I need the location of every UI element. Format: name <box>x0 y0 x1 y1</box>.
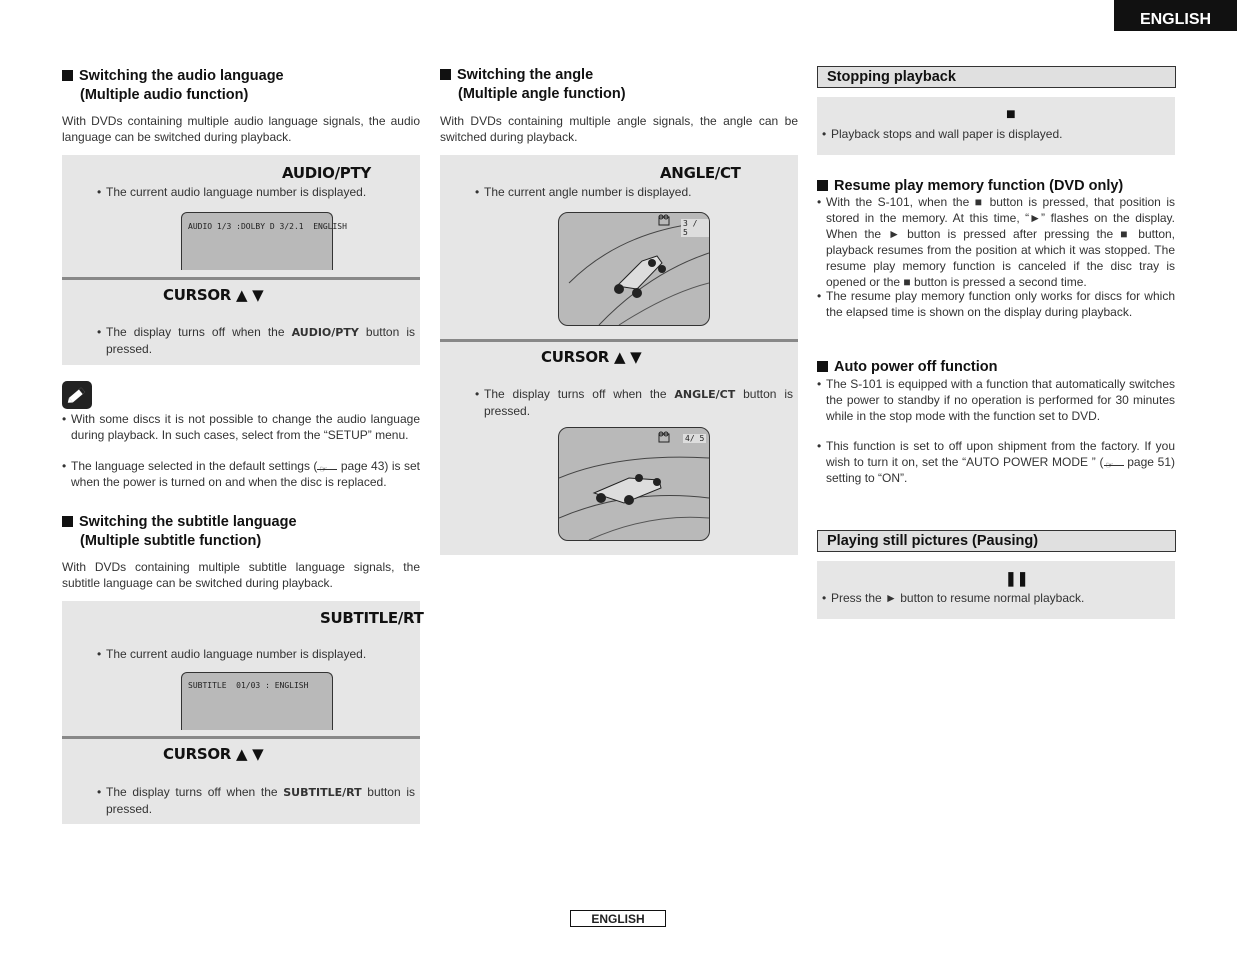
subtitle-osd-text: SUBTITLE 01/03 : ENGLISH <box>188 681 309 690</box>
angle-screen-1 <box>558 212 710 326</box>
stopping-playback-bar: Stopping playback <box>817 66 1176 88</box>
angle-number-2: 4/ 5 <box>685 434 705 443</box>
stop-symbol-icon: ■ <box>1006 106 1016 123</box>
audio-osd-screen <box>181 212 347 270</box>
resume-bullet2: • The resume play memory function only works for discs for which the elapsed time is shown on the display during playback. <box>817 289 1175 319</box>
angle-heading: Switching the angle (Multiple angle function) <box>440 66 626 104</box>
pause-symbol-icon: ❚❚ <box>1005 570 1029 586</box>
angle-bullet2: • The display turns off when the ANGLE/CT button is pressed. <box>475 387 793 418</box>
still-pictures-bar: Playing still pictures (Pausing) <box>817 530 1176 552</box>
angle-number-1: 3 / 5 <box>681 219 709 237</box>
note-1: • With some discs it is not possible to change the audio language during playback. In such cases, select from the “SETUP” menu. <box>62 412 420 442</box>
audio-bullet1: • The current audio language number is displayed. <box>97 185 367 199</box>
pencil-icon <box>62 381 92 409</box>
autopower-bullet2: • This function is set to off upon shipment from the factory. If you wish to turn it on, set the “AUTO POWER MODE ” ( ☞ page 51) setting to “ON”. <box>817 439 1175 485</box>
audio-cursor-label: CURSOR ▲ ▼ <box>163 286 264 304</box>
angle-cursor-label: CURSOR ▲ ▼ <box>541 348 642 366</box>
resume-bullet1: • With the S-101, when the ■ button is pressed, that position is stored in the memory. At this time, “►” flashes on the display. When the ► button is pressed after pressing the ■ button, playback resumes from the position at which it was stopped. The resume play memory function is canceled if the disc tray is opened or the ■ button is pressed a second time. <box>817 195 1175 289</box>
square-bullet-icon <box>62 516 73 527</box>
audio-intro: With DVDs containing multiple audio language signals, the audio language can be switched during playback. <box>62 114 420 144</box>
subtitle-rt-button-label: SUBTITLE/RT <box>320 609 424 627</box>
page-ref-icon: ☞ <box>317 459 337 470</box>
stopping-bullet: • Playback stops and wall paper is displayed. <box>822 127 1063 141</box>
subtitle-heading: Switching the subtitle language (Multiple subtitle function) <box>62 513 297 551</box>
still-bullet: • Press the ► button to resume normal playback. <box>822 591 1085 605</box>
subtitle-osd-screen <box>181 672 333 730</box>
subtitle-divider <box>62 736 420 739</box>
square-bullet-icon <box>817 180 828 191</box>
autopower-bullet1: • The S-101 is equipped with a function that automatically switches the power to standby if no operation is performed for 30 minutes while in the stop mode with the function set to DVD. <box>817 377 1175 423</box>
note-2: • The language selected in the default settings ( ☞ page 43) is set when the power is turned on and when the disc is replaced. <box>62 459 420 489</box>
autopower-heading: Auto power off function <box>817 358 998 377</box>
square-bullet-icon <box>62 70 73 81</box>
square-bullet-icon <box>440 69 451 80</box>
subtitle-bullet1: • The current audio language number is displayed. <box>97 647 367 661</box>
subtitle-bullet2: • The display turns off when the SUBTITLE/RT button is pressed. <box>97 785 415 816</box>
angle-bullet1: • The current angle number is displayed. <box>475 185 692 199</box>
angle-divider <box>440 339 798 342</box>
page-ref-icon: ☞ <box>1104 455 1124 466</box>
resume-heading: Resume play memory function (DVD only) <box>817 177 1123 196</box>
footer-language-tab: ENGLISH <box>570 910 666 927</box>
audio-osd-text: AUDIO 1/3 :DOLBY D 3/2.1 ENGLISH <box>188 222 347 231</box>
language-tab: ENGLISH <box>1114 0 1237 31</box>
subtitle-cursor-label: CURSOR ▲ ▼ <box>163 745 264 763</box>
audio-divider <box>62 277 420 280</box>
subtitle-intro: With DVDs containing multiple subtitle language signals, the subtitle language can be switched during playback. <box>62 560 420 590</box>
audio-pty-button-label: AUDIO/PTY <box>282 164 371 182</box>
audio-bullet2: • The display turns off when the AUDIO/PTY button is pressed. <box>97 325 415 356</box>
angle-screen-2 <box>558 427 710 541</box>
square-bullet-icon <box>817 361 828 372</box>
race-car-image-2 <box>559 428 709 540</box>
audio-heading: Switching the audio language (Multiple audio function) <box>62 67 284 105</box>
angle-intro: With DVDs containing multiple angle signals, the angle can be switched during playback. <box>440 114 798 144</box>
angle-ct-button-label: ANGLE/CT <box>660 164 741 182</box>
